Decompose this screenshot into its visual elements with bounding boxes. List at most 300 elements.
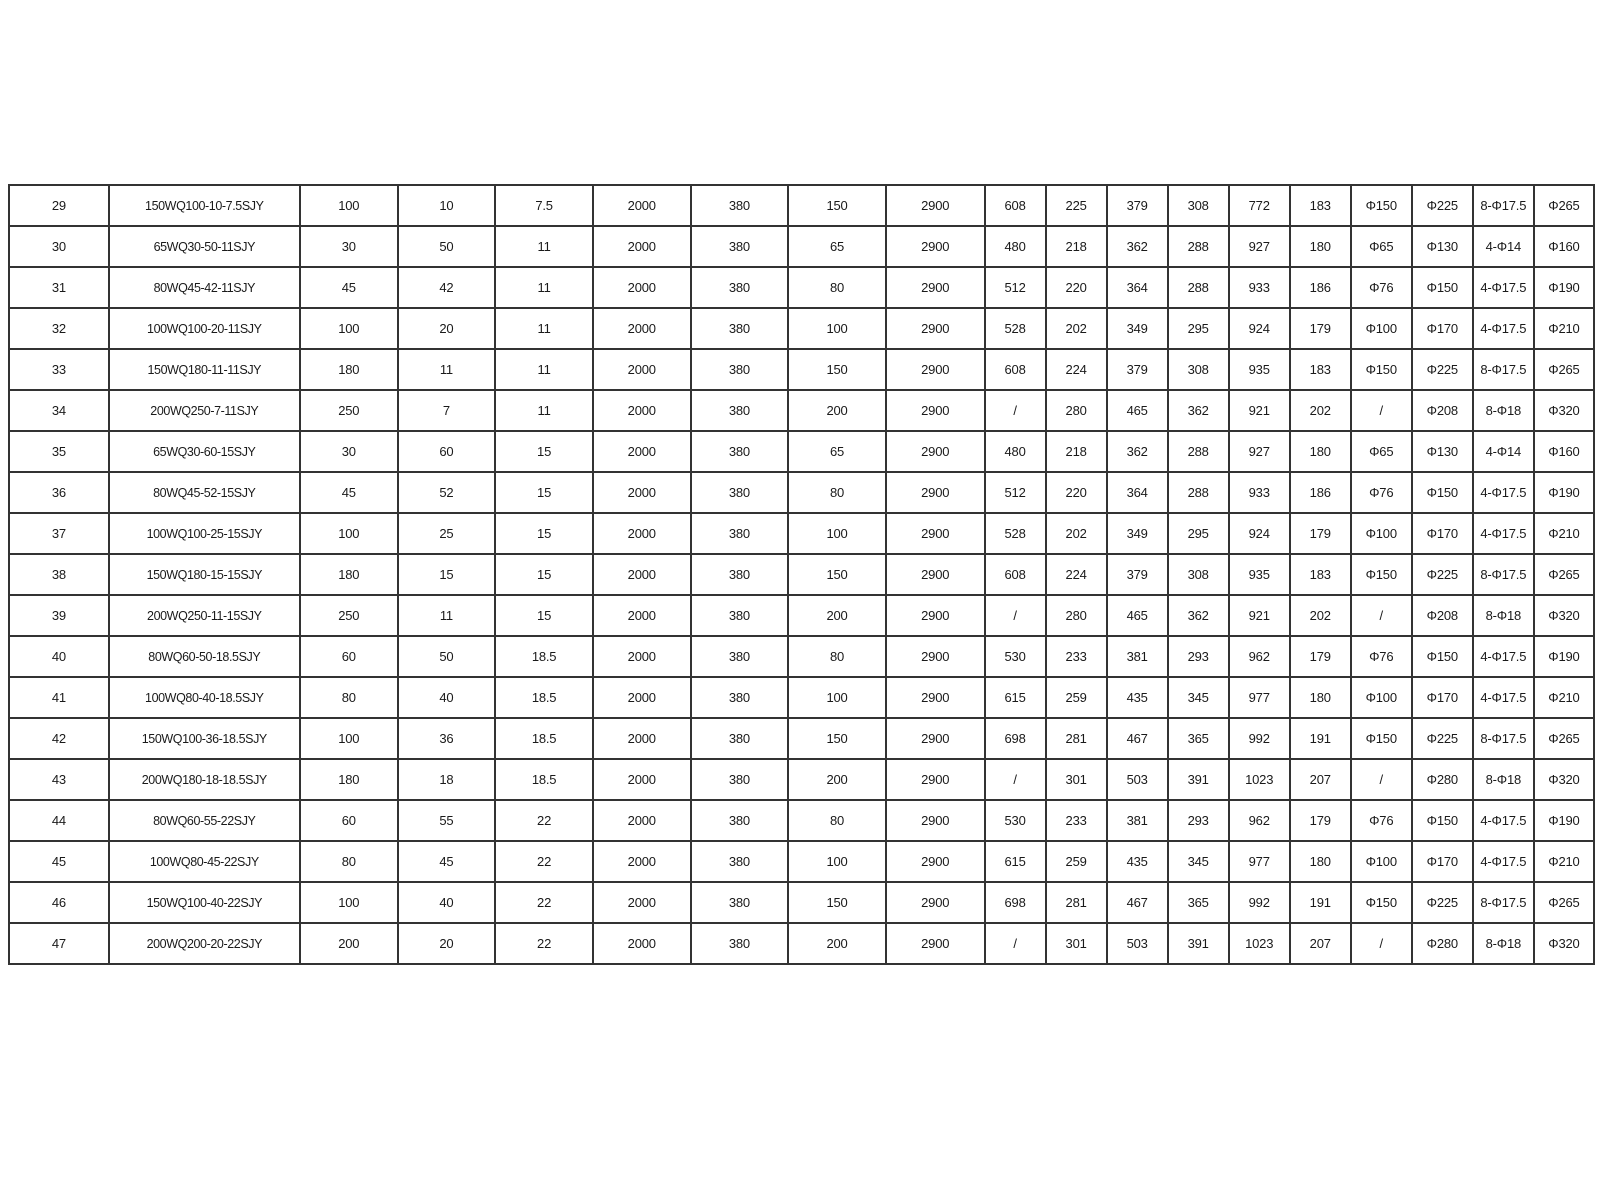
dim-d-cell: 308 [1168, 185, 1229, 226]
power-cell: 15 [495, 431, 593, 472]
dim-b-cell: 202 [1046, 513, 1107, 554]
dim-e-cell: 186 [1290, 267, 1351, 308]
flow-cell: 200 [300, 923, 398, 964]
cable-length-cell: 2000 [593, 513, 691, 554]
dim-c-cell: 362 [1107, 431, 1168, 472]
flange-d2-cell: Φ170 [1412, 513, 1473, 554]
power-cell: 11 [495, 308, 593, 349]
cable-length-cell: 2000 [593, 267, 691, 308]
dim-b-cell: 280 [1046, 390, 1107, 431]
flange-d2-cell: Φ280 [1412, 923, 1473, 964]
voltage-cell: 380 [691, 431, 789, 472]
dim-e-cell: 180 [1290, 431, 1351, 472]
dim-b-cell: 280 [1046, 595, 1107, 636]
flange-d3-cell: Φ210 [1534, 677, 1594, 718]
voltage-cell: 380 [691, 800, 789, 841]
dim-e-cell: 183 [1290, 554, 1351, 595]
cable-length-cell: 2000 [593, 636, 691, 677]
bolt-holes-cell: 8-Φ17.5 [1473, 554, 1534, 595]
bolt-holes-cell: 8-Φ17.5 [1473, 185, 1534, 226]
dim-b-cell: 301 [1046, 923, 1107, 964]
flow-cell: 45 [300, 267, 398, 308]
table-row [9, 841, 1594, 882]
dim-d-cell: 288 [1168, 267, 1229, 308]
dim-c-cell: 362 [1107, 226, 1168, 267]
dim-a-cell: 608 [985, 349, 1046, 390]
dim-a-cell: 698 [985, 718, 1046, 759]
flange-d1-cell: / [1351, 595, 1412, 636]
flange-d3-cell: Φ190 [1534, 636, 1594, 677]
row-number-cell: 38 [9, 554, 109, 595]
head-cell: 11 [398, 349, 496, 390]
flange-d2-cell: Φ130 [1412, 431, 1473, 472]
power-cell: 7.5 [495, 185, 593, 226]
model-cell: 100WQ100-20-11SJY [109, 308, 300, 349]
outlet-diameter-cell: 100 [788, 841, 886, 882]
head-cell: 45 [398, 841, 496, 882]
dim-e-cell: 180 [1290, 677, 1351, 718]
table-row [9, 595, 1594, 636]
voltage-cell: 380 [691, 923, 789, 964]
outlet-diameter-cell: 150 [788, 349, 886, 390]
bolt-holes-cell: 8-Φ17.5 [1473, 882, 1534, 923]
table-row [9, 185, 1594, 226]
flange-d1-cell: / [1351, 923, 1412, 964]
dim-b-cell: 225 [1046, 185, 1107, 226]
table-row [9, 349, 1594, 390]
power-cell: 22 [495, 800, 593, 841]
flange-d3-cell: Φ265 [1534, 882, 1594, 923]
flow-cell: 180 [300, 759, 398, 800]
speed-cell: 2900 [886, 841, 985, 882]
dim-h-cell: 1023 [1229, 923, 1290, 964]
outlet-diameter-cell: 200 [788, 595, 886, 636]
row-number-cell: 43 [9, 759, 109, 800]
flange-d1-cell: Φ150 [1351, 718, 1412, 759]
table-row [9, 390, 1594, 431]
flange-d3-cell: Φ190 [1534, 267, 1594, 308]
dim-h-cell: 927 [1229, 431, 1290, 472]
dim-h-cell: 962 [1229, 636, 1290, 677]
head-cell: 52 [398, 472, 496, 513]
head-cell: 55 [398, 800, 496, 841]
dim-b-cell: 281 [1046, 882, 1107, 923]
flow-cell: 180 [300, 554, 398, 595]
dim-h-cell: 962 [1229, 800, 1290, 841]
row-number-cell: 37 [9, 513, 109, 554]
speed-cell: 2900 [886, 759, 985, 800]
outlet-diameter-cell: 200 [788, 390, 886, 431]
row-number-cell: 39 [9, 595, 109, 636]
dim-c-cell: 379 [1107, 554, 1168, 595]
flange-d1-cell: Φ65 [1351, 226, 1412, 267]
dim-a-cell: 608 [985, 185, 1046, 226]
dim-h-cell: 935 [1229, 349, 1290, 390]
dim-h-cell: 927 [1229, 226, 1290, 267]
outlet-diameter-cell: 200 [788, 923, 886, 964]
speed-cell: 2900 [886, 308, 985, 349]
flange-d2-cell: Φ280 [1412, 759, 1473, 800]
speed-cell: 2900 [886, 800, 985, 841]
head-cell: 40 [398, 882, 496, 923]
flange-d3-cell: Φ320 [1534, 759, 1594, 800]
table-body [9, 185, 1594, 964]
speed-cell: 2900 [886, 349, 985, 390]
flange-d3-cell: Φ265 [1534, 554, 1594, 595]
flange-d1-cell: Φ76 [1351, 636, 1412, 677]
dim-h-cell: 921 [1229, 390, 1290, 431]
cable-length-cell: 2000 [593, 841, 691, 882]
bolt-holes-cell: 4-Φ14 [1473, 226, 1534, 267]
cable-length-cell: 2000 [593, 431, 691, 472]
dim-h-cell: 933 [1229, 472, 1290, 513]
dim-b-cell: 224 [1046, 349, 1107, 390]
flange-d2-cell: Φ208 [1412, 390, 1473, 431]
voltage-cell: 380 [691, 513, 789, 554]
cable-length-cell: 2000 [593, 677, 691, 718]
cable-length-cell: 2000 [593, 226, 691, 267]
cable-length-cell: 2000 [593, 759, 691, 800]
flange-d2-cell: Φ170 [1412, 841, 1473, 882]
outlet-diameter-cell: 150 [788, 185, 886, 226]
dim-c-cell: 467 [1107, 882, 1168, 923]
flange-d1-cell: Φ76 [1351, 800, 1412, 841]
flange-d1-cell: Φ100 [1351, 513, 1412, 554]
dim-d-cell: 308 [1168, 554, 1229, 595]
cable-length-cell: 2000 [593, 472, 691, 513]
dim-a-cell: 698 [985, 882, 1046, 923]
dim-h-cell: 933 [1229, 267, 1290, 308]
head-cell: 50 [398, 226, 496, 267]
table-row [9, 226, 1594, 267]
bolt-holes-cell: 4-Φ17.5 [1473, 636, 1534, 677]
model-cell: 200WQ200-20-22SJY [109, 923, 300, 964]
flange-d1-cell: / [1351, 759, 1412, 800]
spec-sheet [8, 184, 1595, 965]
speed-cell: 2900 [886, 472, 985, 513]
flow-cell: 250 [300, 390, 398, 431]
speed-cell: 2900 [886, 390, 985, 431]
flow-cell: 100 [300, 882, 398, 923]
dim-d-cell: 391 [1168, 923, 1229, 964]
row-number-cell: 47 [9, 923, 109, 964]
dim-b-cell: 233 [1046, 636, 1107, 677]
flange-d2-cell: Φ225 [1412, 554, 1473, 595]
flange-d3-cell: Φ210 [1534, 308, 1594, 349]
dim-b-cell: 259 [1046, 841, 1107, 882]
voltage-cell: 380 [691, 308, 789, 349]
dim-h-cell: 977 [1229, 841, 1290, 882]
dim-c-cell: 349 [1107, 308, 1168, 349]
dim-h-cell: 992 [1229, 718, 1290, 759]
flange-d1-cell: / [1351, 390, 1412, 431]
dim-c-cell: 503 [1107, 759, 1168, 800]
bolt-holes-cell: 8-Φ17.5 [1473, 718, 1534, 759]
speed-cell: 2900 [886, 718, 985, 759]
model-cell: 80WQ60-50-18.5SJY [109, 636, 300, 677]
row-number-cell: 45 [9, 841, 109, 882]
dim-d-cell: 288 [1168, 431, 1229, 472]
dim-h-cell: 924 [1229, 513, 1290, 554]
cable-length-cell: 2000 [593, 390, 691, 431]
dim-a-cell: 615 [985, 677, 1046, 718]
flange-d2-cell: Φ170 [1412, 308, 1473, 349]
flange-d2-cell: Φ208 [1412, 595, 1473, 636]
outlet-diameter-cell: 80 [788, 800, 886, 841]
dim-d-cell: 293 [1168, 800, 1229, 841]
power-cell: 11 [495, 390, 593, 431]
voltage-cell: 380 [691, 349, 789, 390]
table-row [9, 718, 1594, 759]
dim-e-cell: 202 [1290, 390, 1351, 431]
cable-length-cell: 2000 [593, 349, 691, 390]
dim-b-cell: 218 [1046, 226, 1107, 267]
power-cell: 22 [495, 923, 593, 964]
head-cell: 42 [398, 267, 496, 308]
dim-a-cell: 512 [985, 267, 1046, 308]
model-cell: 150WQ180-15-15SJY [109, 554, 300, 595]
row-number-cell: 33 [9, 349, 109, 390]
dim-d-cell: 288 [1168, 472, 1229, 513]
cable-length-cell: 2000 [593, 308, 691, 349]
outlet-diameter-cell: 150 [788, 718, 886, 759]
bolt-holes-cell: 4-Φ17.5 [1473, 800, 1534, 841]
dim-h-cell: 921 [1229, 595, 1290, 636]
flow-cell: 80 [300, 841, 398, 882]
head-cell: 36 [398, 718, 496, 759]
dim-b-cell: 224 [1046, 554, 1107, 595]
flange-d3-cell: Φ160 [1534, 226, 1594, 267]
cable-length-cell: 2000 [593, 800, 691, 841]
table-row [9, 513, 1594, 554]
outlet-diameter-cell: 200 [788, 759, 886, 800]
table-row [9, 308, 1594, 349]
table-row [9, 677, 1594, 718]
model-cell: 200WQ250-7-11SJY [109, 390, 300, 431]
dim-h-cell: 772 [1229, 185, 1290, 226]
speed-cell: 2900 [886, 923, 985, 964]
flange-d2-cell: Φ170 [1412, 677, 1473, 718]
dim-c-cell: 465 [1107, 595, 1168, 636]
flange-d1-cell: Φ150 [1351, 554, 1412, 595]
dim-a-cell: 480 [985, 431, 1046, 472]
row-number-cell: 44 [9, 800, 109, 841]
dim-e-cell: 207 [1290, 923, 1351, 964]
dim-a-cell: 530 [985, 800, 1046, 841]
table-row [9, 472, 1594, 513]
speed-cell: 2900 [886, 185, 985, 226]
dim-c-cell: 364 [1107, 472, 1168, 513]
table-row [9, 554, 1594, 595]
dim-a-cell: 528 [985, 513, 1046, 554]
voltage-cell: 380 [691, 841, 789, 882]
speed-cell: 2900 [886, 554, 985, 595]
head-cell: 11 [398, 595, 496, 636]
dim-b-cell: 259 [1046, 677, 1107, 718]
flange-d2-cell: Φ150 [1412, 636, 1473, 677]
dim-c-cell: 435 [1107, 677, 1168, 718]
dim-a-cell: 608 [985, 554, 1046, 595]
outlet-diameter-cell: 80 [788, 472, 886, 513]
flange-d2-cell: Φ130 [1412, 226, 1473, 267]
flange-d3-cell: Φ320 [1534, 595, 1594, 636]
dim-e-cell: 180 [1290, 226, 1351, 267]
row-number-cell: 31 [9, 267, 109, 308]
dim-d-cell: 362 [1168, 595, 1229, 636]
bolt-holes-cell: 8-Φ17.5 [1473, 349, 1534, 390]
bolt-holes-cell: 8-Φ18 [1473, 759, 1534, 800]
flange-d1-cell: Φ100 [1351, 841, 1412, 882]
dim-h-cell: 992 [1229, 882, 1290, 923]
voltage-cell: 380 [691, 226, 789, 267]
bolt-holes-cell: 4-Φ17.5 [1473, 267, 1534, 308]
flow-cell: 100 [300, 718, 398, 759]
dim-e-cell: 180 [1290, 841, 1351, 882]
table-row [9, 759, 1594, 800]
dim-d-cell: 362 [1168, 390, 1229, 431]
outlet-diameter-cell: 80 [788, 636, 886, 677]
flange-d1-cell: Φ100 [1351, 677, 1412, 718]
model-cell: 200WQ180-18-18.5SJY [109, 759, 300, 800]
dim-c-cell: 503 [1107, 923, 1168, 964]
flange-d3-cell: Φ210 [1534, 841, 1594, 882]
dim-c-cell: 379 [1107, 185, 1168, 226]
voltage-cell: 380 [691, 759, 789, 800]
dim-d-cell: 345 [1168, 677, 1229, 718]
power-cell: 11 [495, 226, 593, 267]
dim-h-cell: 1023 [1229, 759, 1290, 800]
dim-d-cell: 293 [1168, 636, 1229, 677]
pump-spec-table [8, 184, 1595, 965]
outlet-diameter-cell: 65 [788, 226, 886, 267]
dim-a-cell: 615 [985, 841, 1046, 882]
voltage-cell: 380 [691, 185, 789, 226]
dim-b-cell: 281 [1046, 718, 1107, 759]
flange-d3-cell: Φ265 [1534, 718, 1594, 759]
head-cell: 10 [398, 185, 496, 226]
flow-cell: 60 [300, 636, 398, 677]
dim-e-cell: 183 [1290, 349, 1351, 390]
flange-d3-cell: Φ160 [1534, 431, 1594, 472]
voltage-cell: 380 [691, 882, 789, 923]
row-number-cell: 32 [9, 308, 109, 349]
table-row [9, 923, 1594, 964]
voltage-cell: 380 [691, 267, 789, 308]
flow-cell: 180 [300, 349, 398, 390]
dim-d-cell: 345 [1168, 841, 1229, 882]
dim-d-cell: 365 [1168, 718, 1229, 759]
flange-d2-cell: Φ150 [1412, 472, 1473, 513]
flange-d1-cell: Φ150 [1351, 349, 1412, 390]
dim-a-cell: / [985, 759, 1046, 800]
dim-h-cell: 924 [1229, 308, 1290, 349]
dim-a-cell: 512 [985, 472, 1046, 513]
power-cell: 11 [495, 267, 593, 308]
power-cell: 15 [495, 595, 593, 636]
speed-cell: 2900 [886, 431, 985, 472]
dim-e-cell: 179 [1290, 800, 1351, 841]
dim-a-cell: 480 [985, 226, 1046, 267]
dim-d-cell: 308 [1168, 349, 1229, 390]
flange-d2-cell: Φ150 [1412, 267, 1473, 308]
dim-h-cell: 977 [1229, 677, 1290, 718]
flow-cell: 100 [300, 185, 398, 226]
bolt-holes-cell: 4-Φ17.5 [1473, 472, 1534, 513]
flange-d3-cell: Φ210 [1534, 513, 1594, 554]
dim-e-cell: 183 [1290, 185, 1351, 226]
flange-d2-cell: Φ225 [1412, 718, 1473, 759]
flange-d1-cell: Φ150 [1351, 185, 1412, 226]
flange-d2-cell: Φ225 [1412, 349, 1473, 390]
row-number-cell: 46 [9, 882, 109, 923]
head-cell: 25 [398, 513, 496, 554]
head-cell: 7 [398, 390, 496, 431]
bolt-holes-cell: 8-Φ18 [1473, 390, 1534, 431]
dim-b-cell: 202 [1046, 308, 1107, 349]
power-cell: 15 [495, 554, 593, 595]
dim-b-cell: 218 [1046, 431, 1107, 472]
flange-d1-cell: Φ150 [1351, 882, 1412, 923]
speed-cell: 2900 [886, 226, 985, 267]
flow-cell: 45 [300, 472, 398, 513]
model-cell: 150WQ100-36-18.5SJY [109, 718, 300, 759]
model-cell: 100WQ100-25-15SJY [109, 513, 300, 554]
outlet-diameter-cell: 150 [788, 554, 886, 595]
flange-d2-cell: Φ225 [1412, 185, 1473, 226]
row-number-cell: 40 [9, 636, 109, 677]
voltage-cell: 380 [691, 390, 789, 431]
dim-c-cell: 467 [1107, 718, 1168, 759]
row-number-cell: 41 [9, 677, 109, 718]
bolt-holes-cell: 8-Φ18 [1473, 595, 1534, 636]
dim-d-cell: 295 [1168, 308, 1229, 349]
outlet-diameter-cell: 150 [788, 882, 886, 923]
head-cell: 60 [398, 431, 496, 472]
flow-cell: 250 [300, 595, 398, 636]
power-cell: 11 [495, 349, 593, 390]
cable-length-cell: 2000 [593, 185, 691, 226]
dim-c-cell: 349 [1107, 513, 1168, 554]
row-number-cell: 30 [9, 226, 109, 267]
dim-d-cell: 391 [1168, 759, 1229, 800]
dim-d-cell: 288 [1168, 226, 1229, 267]
flange-d3-cell: Φ190 [1534, 800, 1594, 841]
bolt-holes-cell: 4-Φ14 [1473, 431, 1534, 472]
flange-d1-cell: Φ65 [1351, 431, 1412, 472]
bolt-holes-cell: 4-Φ17.5 [1473, 841, 1534, 882]
speed-cell: 2900 [886, 882, 985, 923]
dim-b-cell: 220 [1046, 267, 1107, 308]
dim-b-cell: 220 [1046, 472, 1107, 513]
voltage-cell: 380 [691, 595, 789, 636]
model-cell: 200WQ250-11-15SJY [109, 595, 300, 636]
dim-c-cell: 435 [1107, 841, 1168, 882]
speed-cell: 2900 [886, 636, 985, 677]
outlet-diameter-cell: 65 [788, 431, 886, 472]
bolt-holes-cell: 8-Φ18 [1473, 923, 1534, 964]
power-cell: 15 [495, 472, 593, 513]
bolt-holes-cell: 4-Φ17.5 [1473, 677, 1534, 718]
dim-d-cell: 365 [1168, 882, 1229, 923]
flange-d1-cell: Φ100 [1351, 308, 1412, 349]
bolt-holes-cell: 4-Φ17.5 [1473, 513, 1534, 554]
flow-cell: 100 [300, 308, 398, 349]
row-number-cell: 35 [9, 431, 109, 472]
speed-cell: 2900 [886, 595, 985, 636]
power-cell: 18.5 [495, 718, 593, 759]
speed-cell: 2900 [886, 513, 985, 554]
dim-a-cell: / [985, 923, 1046, 964]
